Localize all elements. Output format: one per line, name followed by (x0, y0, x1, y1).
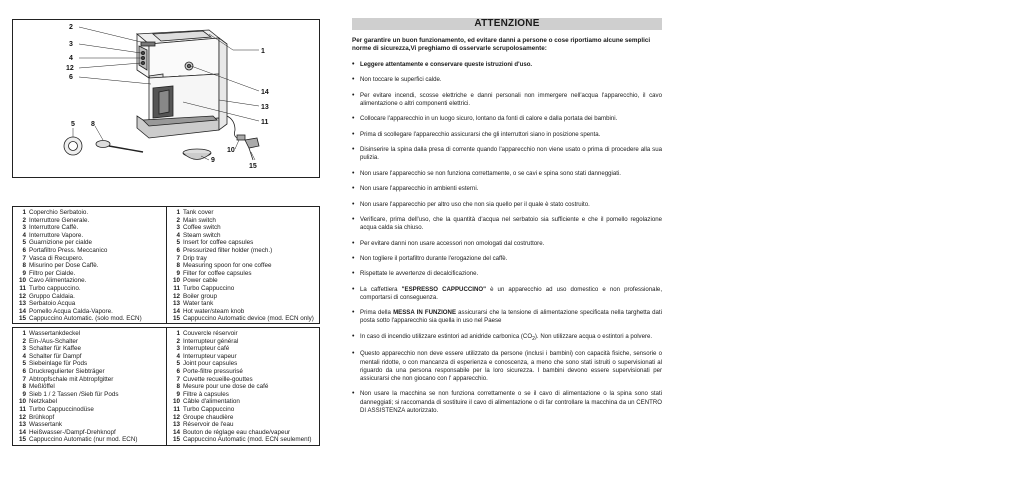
part-number: 5 (22, 360, 26, 368)
part-label: Turbo Cappuccinodüse (29, 405, 94, 413)
part-number: 1 (176, 209, 180, 216)
list-item (13, 383, 166, 391)
part-number: 2 (22, 337, 26, 345)
parts-list-french (167, 328, 320, 445)
part-label: Wassertankdeckel (29, 330, 81, 337)
list-item (13, 217, 166, 225)
list-item: • Prima di scollegare l'apparecchio assicurarsi che gli interruttori siano in posizione spenta. (352, 131, 662, 139)
part-number: 8 (176, 262, 180, 270)
list-item (13, 262, 166, 270)
part-number: 13 (18, 421, 26, 429)
part-number: 15 (18, 436, 26, 444)
list-item (352, 309, 662, 325)
list-item (167, 338, 320, 346)
part-number: 15 (172, 436, 180, 444)
part-label: Câble d'alimentation (183, 398, 240, 406)
list-item: • Leggere attentamente e conservare queste istruzioni d'uso. (352, 61, 662, 69)
list-item (167, 353, 320, 361)
part-label: Interruttore Caffè. (29, 224, 79, 232)
part-label: Turbo Cappuccino (183, 405, 235, 413)
list-item (167, 255, 320, 263)
list-item (13, 285, 166, 293)
part-number: 2 (176, 337, 180, 345)
callout-1: 1 (261, 48, 265, 55)
part-number: 8 (176, 383, 180, 391)
bullet-text: In caso di incendio utilizzare estintori ad anidride carbonica (CO (360, 332, 533, 340)
part-label: Cappuccino Automatic (nur mod. ECN) (29, 436, 138, 444)
part-number: 4 (176, 231, 180, 239)
list-item (13, 414, 166, 422)
part-label: Vasca di Recupero. (29, 254, 84, 262)
list-item (167, 429, 320, 437)
part-label: Filtre à capsules (183, 390, 229, 398)
parts-list-english (167, 207, 320, 323)
callout-15: 15 (249, 163, 257, 170)
list-item (13, 421, 166, 429)
part-label: Cappuccino Automatic (mod. ECN seulement) (183, 436, 312, 444)
part-label: Portafiltro Press. Meccanico (29, 246, 108, 254)
list-item (167, 406, 320, 414)
part-label: Hot water/steam knob (183, 307, 245, 315)
part-label: Coffee switch (183, 224, 221, 232)
part-number: 15 (18, 315, 26, 323)
part-number: 11 (173, 405, 180, 413)
part-number: 13 (172, 421, 180, 429)
part-label: Drip tray (183, 254, 207, 262)
part-number: 2 (22, 216, 26, 224)
part-number: 14 (18, 428, 26, 436)
part-label: Cappuccino Automatic. (solo mod. ECN) (29, 315, 142, 323)
list-item (167, 209, 320, 217)
list-item: • Disinserire la spina dalla presa di corrente quando l'apparecchio non viene usato o prima di procedere alla sua pulizia. (352, 146, 662, 162)
part-number: 10 (18, 398, 26, 406)
part-label: Interruttore Vapore. (29, 231, 84, 239)
list-item (13, 368, 166, 376)
part-label: Interrupteur général (183, 337, 239, 345)
bullet-emphasis: MESSA IN FUNZIONE (393, 309, 457, 317)
part-label: Schalter für Kaffee (29, 345, 82, 353)
part-label: Steam switch (183, 231, 221, 239)
list-item (167, 376, 320, 384)
list-item (352, 333, 662, 343)
list-item (13, 224, 166, 232)
part-number: 1 (176, 330, 180, 337)
part-number: 3 (22, 224, 26, 232)
list-item (167, 315, 320, 323)
part-number: 6 (176, 246, 180, 254)
part-number: 14 (172, 428, 180, 436)
callout-4: 4 (69, 55, 73, 62)
list-item: • Questo apparecchio non deve essere utilizzato da persone (inclusi i bambini) con capacità fisiche, sensorie o mentali ridotte, o con mancanza di esperienza e conoscenza, a meno che sono stati istruiti o supervisionati al riguardo da una persona responsabile per la loro sicurezza. I bambini devono essere supervisionati per assicurarsi che non giocano con l' apparecchio. (352, 350, 662, 383)
part-number: 7 (176, 375, 180, 383)
part-label: Interruttore Generale. (29, 216, 90, 224)
machine-figure (12, 19, 320, 178)
part-number: 11 (19, 405, 26, 413)
part-label: Tank cover (183, 209, 214, 216)
part-label: Cappuccino Automatic device (mod. ECN only) (183, 315, 314, 323)
part-label: Meßlöffel (29, 383, 55, 391)
part-number: 10 (172, 398, 180, 406)
part-label: Netzkabel (29, 398, 58, 406)
part-label: Schalter für Dampf (29, 352, 82, 360)
part-label: Couvercle réservoir (183, 330, 238, 337)
list-item (13, 338, 166, 346)
part-number: 11 (173, 284, 180, 292)
list-item (167, 360, 320, 368)
part-number: 5 (22, 239, 26, 247)
list-item: • Per evitare incendi, scosse elettriche e danni personali non immergere nell'acqua l'apparecchio, il cavo alimentazione o altri componenti elettrici. (352, 92, 662, 108)
part-number: 6 (22, 367, 26, 375)
list-item (167, 270, 320, 278)
part-number: 8 (22, 383, 26, 391)
list-item (167, 421, 320, 429)
part-label: Abtropfschale mit Abtropfgitter (29, 375, 114, 383)
part-number: 3 (22, 345, 26, 353)
list-item (167, 247, 320, 255)
part-label: Power cable (183, 277, 218, 285)
part-number: 10 (18, 277, 26, 285)
list-item (13, 300, 166, 308)
list-item (167, 391, 320, 399)
part-label: Joint pour capsules (183, 360, 238, 368)
parts-list-german (13, 328, 167, 445)
callout-11: 11 (261, 119, 269, 126)
part-label: Serbatoio Acqua (29, 300, 76, 308)
list-item (13, 308, 166, 316)
callout-2: 2 (69, 24, 73, 31)
bullet-text: assicurarsi che la tensione di alimentazione specificata nella targhetta dati posta sotto l'apparecchio sia quella in uso nel Paese (360, 309, 662, 325)
list-item (13, 330, 166, 338)
list-item (167, 368, 320, 376)
part-label: Measuring spoon for one coffee (183, 262, 272, 270)
list-item: • Rispettate le avvertenze di decalcificazione. (352, 270, 662, 278)
list-item: • Non usare l'apparecchio in ambienti esterni. (352, 185, 662, 193)
part-label: Bouton de réglage eau chaude/vapeur (183, 428, 291, 436)
list-item (13, 232, 166, 240)
part-number: 1 (22, 209, 26, 216)
list-item (167, 262, 320, 270)
part-number: 9 (22, 390, 26, 398)
part-label: Cavo Alimentazione. (29, 277, 87, 285)
parts-legend-it-en (12, 206, 320, 324)
list-item (167, 285, 320, 293)
part-label: Misurino per Dose Caffè. (29, 262, 99, 270)
part-number: 9 (176, 390, 180, 398)
bullet-text: ). Non utilizzare acqua o estintori a polvere. (534, 332, 653, 340)
list-item: • Non togliere il portafiltro durante l'erogazione del caffè. (352, 255, 662, 263)
list-item: • Non usare l'apparecchio per altro uso che non sia quello per il quale è stato costruito. (352, 201, 662, 209)
list-item: • Collocare l'apparecchio in un luogo sicuro, lontano da fonti di calore e dalla portata dei bambini. (352, 115, 662, 123)
list-item (167, 308, 320, 316)
part-label: Porte-filtre pressurisé (183, 367, 243, 375)
part-number: 10 (172, 277, 180, 285)
list-item (167, 398, 320, 406)
part-number: 6 (22, 246, 26, 254)
part-number: 12 (172, 292, 180, 300)
part-number: 13 (172, 300, 180, 308)
part-number: 7 (22, 375, 26, 383)
list-item (13, 406, 166, 414)
part-label: Réservoir de l'eau (183, 421, 234, 429)
part-label: Guarnizione per cialde (29, 239, 93, 247)
callout-12: 12 (66, 65, 74, 72)
part-number: 7 (176, 254, 180, 262)
part-label: Turbo cappuccino. (29, 284, 81, 292)
list-item (167, 414, 320, 422)
list-item (13, 315, 166, 323)
bullet-text: è un apparecchio ad uso domestico e non professionale, comportarsi di conseguenza. (360, 285, 663, 301)
part-label: Gruppo Caldaia. (29, 292, 75, 300)
part-label: Filtro per Cialde. (29, 269, 76, 277)
callout-8: 8 (91, 121, 95, 128)
part-label: Cuvette recueille-gouttes (183, 375, 253, 383)
list-item (167, 300, 320, 308)
part-label: Pressurized filter holder (mech.) (183, 246, 273, 254)
list-item (167, 277, 320, 285)
part-number: 4 (22, 352, 26, 360)
list-item (167, 383, 320, 391)
part-label: Turbo Cappuccino (183, 284, 235, 292)
part-label: Main switch (183, 216, 216, 224)
part-number: 9 (22, 269, 26, 277)
callout-6: 6 (69, 74, 73, 81)
part-number: 12 (18, 292, 26, 300)
part-number: 4 (176, 352, 180, 360)
list-item (13, 255, 166, 263)
list-item: • Verificare, prima dell'uso, che la quantità d'acqua nel serbatoio sia sufficiente e che il pomello regolazione acqua calda sia chiuso. (352, 216, 662, 232)
list-item (13, 247, 166, 255)
list-item (13, 270, 166, 278)
part-label: Siebeinlage für Pods (29, 360, 88, 368)
list-item: • Non usare l'apparecchio se non funziona correttamente, o se cavi e spina sono stati danneggiati. (352, 170, 662, 178)
espresso-machine-drawing (13, 20, 321, 179)
bullet-subscript: 2 (532, 336, 535, 343)
part-number: 7 (22, 254, 26, 262)
list-item (13, 398, 166, 406)
list-item (167, 224, 320, 232)
bullet-text: La caffettiera (360, 285, 402, 293)
part-number: 9 (176, 269, 180, 277)
part-label: Boiler group (183, 292, 217, 300)
part-label: Interrupteur café (183, 345, 230, 353)
part-label: Pomello Acqua Calda-Vapore. (29, 307, 113, 315)
list-item (13, 293, 166, 301)
part-label: Water tank (183, 300, 214, 308)
list-item (13, 360, 166, 368)
callout-5: 5 (71, 121, 75, 128)
list-item (167, 330, 320, 338)
part-label: Druckregulierter Siebträger (29, 367, 105, 375)
callout-14: 14 (261, 89, 269, 96)
part-label: Filter for coffee capsules (183, 269, 252, 277)
list-item: • Non usare la macchina se non funziona correttamente o se il cavo di alimentazione o la spina sono stati danneggiati; si raccomanda di sostituire il cavo di alimentazione o di far controllare la macchina da un CENTRO DI ASSISTENZA autorizzato. (352, 390, 662, 415)
list-item (167, 293, 320, 301)
part-number: 5 (176, 239, 180, 247)
part-label: Mesure pour une dose de café (183, 383, 269, 391)
list-item: • Non toccare le superfici calde. (352, 76, 662, 84)
list-item (13, 376, 166, 384)
part-number: 8 (22, 262, 26, 270)
list-item (167, 217, 320, 225)
part-number: 3 (176, 224, 180, 232)
callout-9: 9 (211, 157, 215, 164)
parts-legend-de-fr (12, 327, 320, 446)
part-number: 13 (18, 300, 26, 308)
bullet-text: Prima della (360, 309, 394, 317)
list-item: • Per evitare danni non usare accessori non omologati dal costruttore. (352, 240, 662, 248)
list-item (13, 429, 166, 437)
part-label: Wassertank (29, 421, 63, 429)
callout-13: 13 (261, 104, 269, 111)
part-number: 3 (176, 345, 180, 353)
callout-10: 10 (227, 147, 235, 154)
part-label: Brühkopf (29, 413, 55, 421)
part-number: 2 (176, 216, 180, 224)
list-item (167, 345, 320, 353)
warning-title: ATTENZIONE (352, 18, 662, 30)
part-label: Sieb 1 / 2 Tassen /Sieb für Pods (29, 390, 119, 398)
parts-list-italian (13, 207, 167, 323)
callout-3: 3 (69, 41, 73, 48)
part-number: 6 (176, 367, 180, 375)
part-number: 12 (172, 413, 180, 421)
warning-section (352, 18, 662, 415)
list-item (167, 232, 320, 240)
part-number: 1 (22, 330, 26, 337)
list-item (167, 436, 320, 444)
list-item (13, 209, 166, 217)
list-item (13, 436, 166, 444)
part-number: 12 (18, 413, 26, 421)
list-item (13, 353, 166, 361)
list-item (352, 286, 662, 302)
list-item (13, 391, 166, 399)
part-label: Insert for coffee capsules (183, 239, 254, 247)
part-number: 15 (172, 315, 180, 323)
part-label: Interrupteur vapeur (183, 352, 237, 360)
part-number: 5 (176, 360, 180, 368)
part-label: Groupe chaudière (183, 413, 234, 421)
part-label: Heißwasser-/Dampf-Drehknopf (29, 428, 116, 436)
part-number: 14 (172, 307, 180, 315)
part-number: 11 (19, 284, 26, 292)
list-item (13, 345, 166, 353)
part-number: 14 (18, 307, 26, 315)
part-number: 4 (22, 231, 26, 239)
warning-intro: Per garantire un buon funzionamento, ed evitare danni a persone o cose riportiamo alcune semplici norme di sicurezza,Vi preghiamo di osservarle scrupolosamente: (352, 37, 651, 53)
part-label: Coperchio Serbatoio. (29, 209, 89, 216)
list-item (13, 277, 166, 285)
list-item (167, 239, 320, 247)
part-label: Ein-/Aus-Schalter (29, 337, 78, 345)
list-item (13, 239, 166, 247)
bullet-emphasis: "ESPRESSO CAPPUCCINO" (401, 285, 486, 293)
